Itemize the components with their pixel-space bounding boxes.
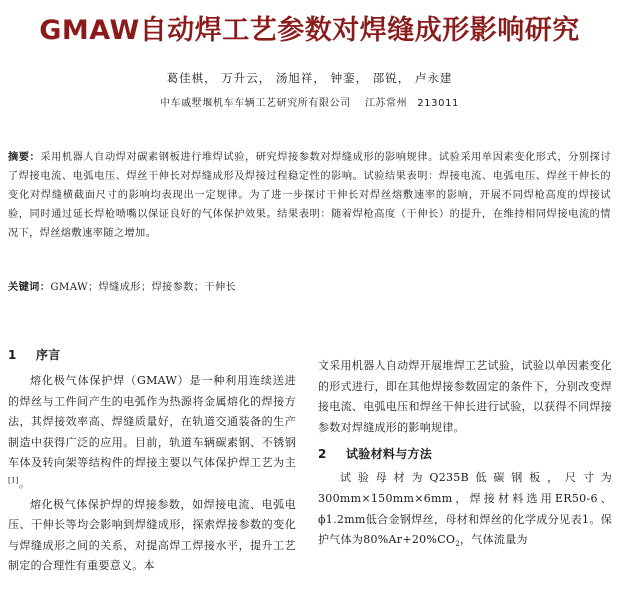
abstract-label: 摘要： [8,152,41,163]
affiliation-org: 中车戚墅堰机车车辆工艺研究所有限公司 [160,98,351,109]
author-list: 葛佳棋， 万升云， 汤旭祥， 钟銮， 邵锐， 卢永建 [166,71,453,85]
paragraph-text: ，气体流量为 [460,533,528,547]
section-2-title: 试验材料与方法 [346,447,433,462]
keywords [8,278,611,297]
abstract [8,148,611,243]
section-1-paragraph-2: 熔化极气体保护焊的焊接参数，如焊接电流、电弧电压、干伸长等均会影响到焊缝成形，探索焊接参数的变化与焊缝成形之间的关系，对提高焊工焊接水平，提升工艺制定的合理性有重要意义。本 [8,497,296,573]
keywords-label: 关键词： [8,282,51,293]
affiliation-city: 江苏常州 [364,98,408,109]
paragraph-text: 。 [18,476,31,490]
keywords-text: GMAW；焊缝成形；焊接参数；干伸长 [50,282,237,293]
paper-title: GMAW自动焊工艺参数对焊缝成形影响研究 [39,15,580,46]
section-1-paragraph-2-continued: 文采用机器人自动焊开展堆焊工艺试验，试验以单因素变化的形式进行，即在其他焊接参数固定的条件下，分别改变焊接电流、电弧电压和焊丝干伸长进行试验，以获得不同焊接参数对焊缝成形的影响规律。 [318,359,612,434]
section-2-heading [318,444,612,464]
section-1-paragraph-1 [8,371,296,495]
right-column [318,356,612,551]
left-column [8,345,296,577]
paragraph-text: 熔化极气体保护焊（GMAW）是一种利用连续送进的焊丝与工件间产生的电弧作为热源将金属熔化的焊接方法，其焊接效率高、焊缝质量好，在轨道交通装备的生产制造中获得广泛的应用。目前，轨道车辆碳素钢、不锈钢车体及转向架等结构件的焊接主要以气体保护焊工艺为主 [8,374,296,470]
paragraph-text: 试验母材为Q235B低碳钢板，尺寸为300mm×150mm×6mm，焊接材料选用ER50-6、ϕ1.2mm低合金钢焊丝，母材和焊丝的化学成分见表1。保护气体为80%Ar+20%CO [318,471,612,547]
section-1-title: 序言 [36,348,61,362]
section-2-number: 2 [318,447,327,462]
abstract-text: 采用机器人自动焊对碳素钢板进行堆焊试验，研究焊接参数对焊缝成形的影响规律。试验采用单因素变化形式，分别探讨了焊接电流、电弧电压、焊丝干伸长对焊缝成形及焊接过程稳定性的影响。试验结果表明：焊接电流、电弧电压、焊丝干伸长的变化对焊缝横截面尺寸的影响均表现出一定规律。为了进一步探讨干伸长对焊丝熔敷速率的影响，开展不同焊枪高度的焊接试验，同时通过延长焊枪喷嘴以保证良好的气体保护效果。结果表明：随着焊枪高度（干伸长）的提升，在维持相同焊接电流的情况下，焊丝熔敷速率随之增加。 [8,152,612,239]
section-2-paragraph-1 [318,468,612,550]
section-1-heading [8,345,296,365]
section-1-number: 1 [8,348,17,362]
citation-ref[interactable]: [1] [8,476,19,485]
affiliation-zip: 213011 [417,98,459,109]
affiliation [0,94,619,109]
subscript: 2 [455,540,461,549]
